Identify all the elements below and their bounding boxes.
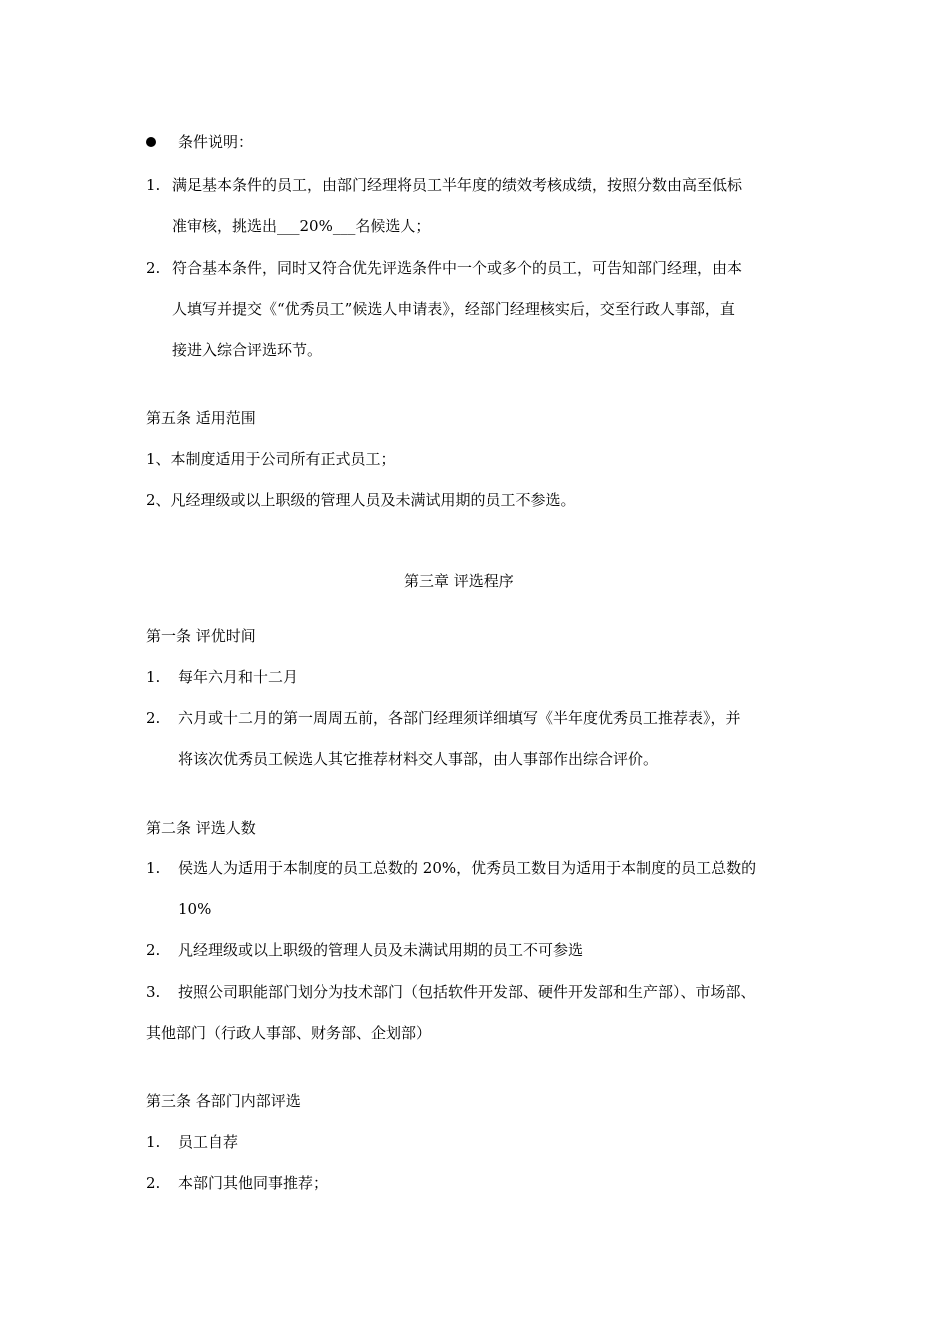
bullet-icon: [146, 137, 156, 147]
article2-item1-line1: 侯选人为适用于本制度的员工总数的 20%，优秀员工数目为适用于本制度的员工总数的: [178, 859, 757, 877]
article1-item2-line2: 将该次优秀员工候选人其它推荐材料交人事部，由人事部作出综合评价。: [178, 750, 659, 768]
article3-item2-num: 2.: [146, 1174, 161, 1192]
conditions-item2-line2: 人填写并提交《“优秀员工”候选人申请表》，经部门经理核实后，交至行政人事部，直: [172, 300, 735, 318]
conditions-item2-line1: 符合基本条件，同时又符合优先评选条件中一个或多个的员工，可告知部门经理，由本: [172, 259, 743, 277]
article2-item1-num: 1.: [146, 859, 161, 877]
article5-item2: 2、凡经理级或以上职级的管理人员及未满试用期的员工不参选。: [146, 491, 576, 509]
article3-item2-text: 本部门其他同事推荐；: [178, 1174, 329, 1192]
chapter3-title: 第三章 评选程序: [404, 572, 514, 590]
article1-title: 第一条 评优时间: [146, 627, 256, 645]
article2-item3-line2: 其他部门（行政人事部、财务部、企划部）: [146, 1024, 432, 1042]
article1-item1-text: 每年六月和十二月: [178, 668, 299, 686]
conditions-item2-num: 2.: [146, 259, 161, 277]
article5-title: 第五条 适用范围: [146, 409, 256, 427]
article2-item1-line2: 10%: [178, 900, 212, 918]
conditions-item2-line3: 接进入综合评选环节。: [172, 341, 323, 359]
article2-item3-line1: 按照公司职能部门划分为技术部门（包括软件开发部、硬件开发部和生产部）、市场部、: [178, 983, 756, 1001]
article3-item1-num: 1.: [146, 1133, 161, 1151]
article2-item2-num: 2.: [146, 941, 161, 959]
candidate-percentage: 20%: [299, 217, 333, 235]
blank-underline: ___: [277, 217, 300, 235]
article1-item1-num: 1.: [146, 668, 161, 686]
article2-title: 第二条 评选人数: [146, 819, 256, 837]
article1-item2-num: 2.: [146, 709, 161, 727]
blank-underline: ___: [332, 217, 356, 235]
article1-item2-line1: 六月或十二月的第一周周五前，各部门经理须详细填写《半年度优秀员工推荐表》，并: [178, 709, 741, 727]
conditions-item1-line2: [172, 216, 430, 236]
article5-item1: 1、本制度适用于公司所有正式员工；: [146, 450, 396, 468]
article2-item3-num: 3.: [146, 983, 161, 1001]
conditions-heading: 条件说明：: [178, 133, 254, 151]
conditions-item1-line1: 满足基本条件的员工，由部门经理将员工半年度的绩效考核成绩，按照分数由高至低标: [172, 176, 743, 194]
article3-item1-text: 员工自荐: [178, 1133, 239, 1151]
article2-item2-text: 凡经理级或以上职级的管理人员及未满试用期的员工不可参选: [178, 941, 584, 959]
conditions-item1-line2-pre: 准审核，挑选出: [172, 217, 278, 235]
article3-title: 第三条 各部门内部评选: [146, 1092, 301, 1110]
conditions-item1-line2-post: 名候选人；: [355, 217, 431, 235]
conditions-item1-num: 1.: [146, 176, 161, 194]
